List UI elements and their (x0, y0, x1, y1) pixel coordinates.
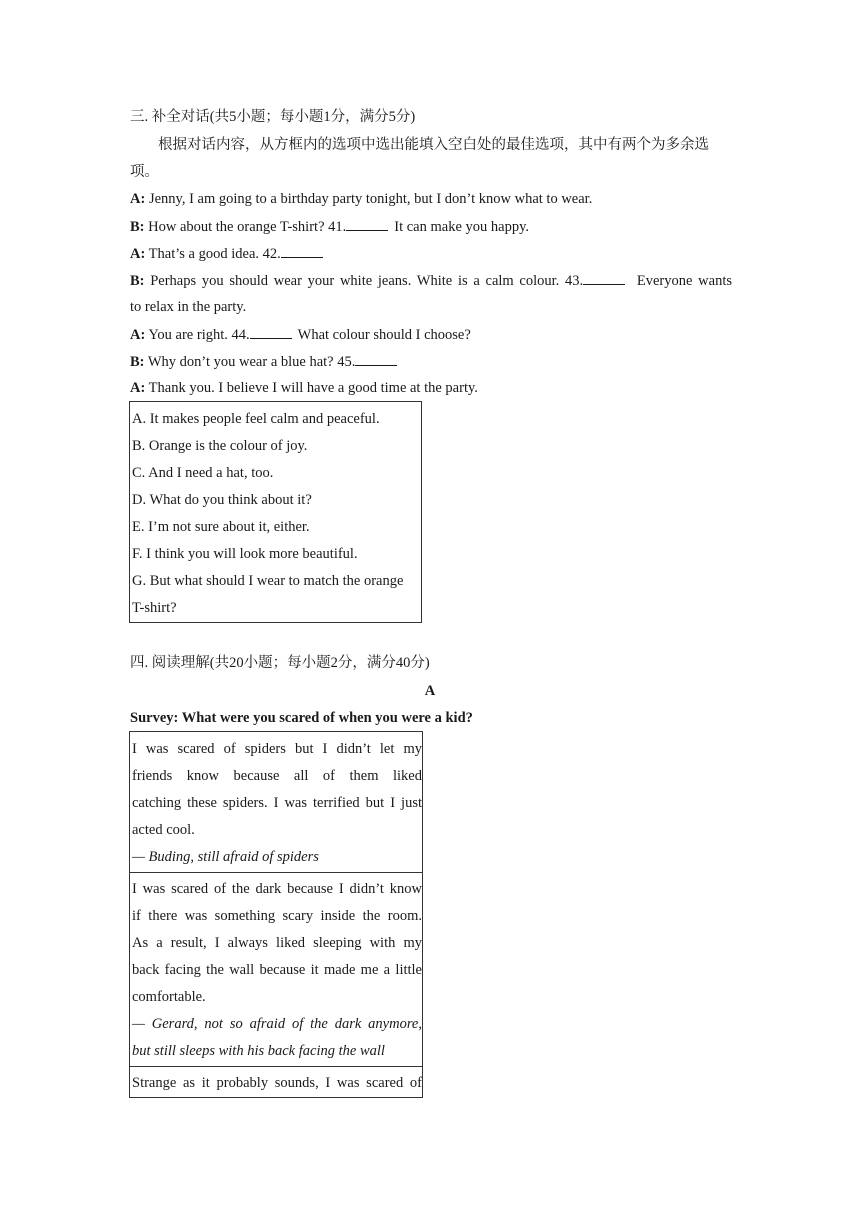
entry-signature: — Gerard, not so afraid of the dark anymore, (132, 1016, 422, 1032)
option-a: A. It makes people feel calm and peaceful. (132, 411, 380, 427)
entry-text-line: I was scared of spiders but I didn’t let my (132, 741, 422, 757)
answer-blank-44[interactable] (250, 325, 292, 339)
survey-entry-2 (130, 872, 422, 1066)
section3-instruction-line2: 项。 (130, 164, 159, 180)
speaker-label: A: (130, 327, 146, 343)
speaker-label: A: (130, 380, 146, 396)
dialogue-text: How about the orange T-shirt? 41. (144, 219, 347, 235)
dialogue-line-2 (130, 217, 732, 236)
passage-label: A (424, 683, 436, 699)
dialogue-text: Why don’t you wear a blue hat? 45. (144, 354, 356, 370)
dialogue-text: That’s a good idea. 42. (145, 246, 281, 262)
answer-blank-43[interactable] (583, 271, 625, 285)
speaker-label: A: (130, 246, 146, 262)
option-d: D. What do you think about it? (132, 492, 312, 508)
entry-text-line: back facing the wall because it made me a little (132, 962, 422, 978)
option-c: C. And I need a hat, too. (132, 465, 274, 481)
speaker-label: B: (130, 354, 145, 370)
option-e: E. I’m not sure about it, either. (132, 519, 310, 535)
survey-entry-3 (130, 1066, 422, 1097)
dialogue-line-3 (130, 244, 732, 263)
option-g-cont: T-shirt? (132, 600, 177, 616)
entry-text-line: As a result, I always liked sleeping with my (132, 935, 422, 951)
options-box (129, 401, 422, 623)
dialogue-line-7 (130, 379, 732, 397)
dialogue-line-4-cont: to relax in the party. (130, 299, 247, 315)
dialogue-text: Jenny, I am going to a birthday party tonight, but I don’t know what to wear. (145, 191, 593, 207)
dialogue-text: You are right. 44. (145, 327, 250, 343)
dialogue-line-5 (130, 325, 732, 344)
section3-heading: 三. 补全对话(共5小题；每小题1分，满分5分) (130, 109, 416, 125)
speaker-label: A: (130, 191, 146, 207)
option-g: G. But what should I wear to match the orange (132, 573, 404, 589)
entry-text-line: if there was something scary inside the room. (132, 908, 422, 924)
answer-blank-45[interactable] (355, 352, 397, 366)
survey-table (129, 731, 423, 1098)
survey-entry-1 (130, 732, 422, 872)
entry-text-line: Strange as it probably sounds, I was scared of (132, 1075, 422, 1091)
entry-text-line: comfortable. (132, 989, 206, 1005)
answer-blank-41[interactable] (346, 217, 388, 231)
speaker-label: B: (130, 273, 145, 289)
survey-title: Survey: What were you scared of when you were a kid? (130, 710, 473, 726)
dialogue-line-4 (130, 271, 732, 290)
entry-text-line: catching these spiders. I was terrified but I just (132, 795, 422, 811)
dialogue-line-1 (130, 190, 732, 208)
entry-signature: — Buding, still afraid of spiders (132, 849, 319, 865)
passage-label-row (130, 682, 730, 700)
section4-heading: 四. 阅读理解(共20小题；每小题2分，满分40分) (130, 655, 430, 671)
answer-blank-42[interactable] (281, 244, 323, 258)
option-f: F. I think you will look more beautiful. (132, 546, 358, 562)
dialogue-line-6 (130, 352, 732, 371)
speaker-label: B: (130, 219, 145, 235)
dialogue-text: Perhaps you should wear your white jeans. White is a calm colour. 43. (144, 273, 584, 289)
entry-text-line: acted cool. (132, 822, 195, 838)
entry-text-line: friends know because all of them liked (132, 768, 422, 784)
dialogue-text: Everyone wants (636, 273, 732, 289)
survey-title-row (130, 709, 732, 727)
entry-text-line: I was scared of the dark because I didn’t know (132, 881, 422, 897)
option-b: B. Orange is the colour of joy. (132, 438, 308, 454)
dialogue-text: What colour should I choose? (297, 327, 471, 343)
entry-signature: but still sleeps with his back facing the wall (132, 1043, 385, 1059)
dialogue-text: It can make you happy. (394, 219, 530, 235)
dialogue-text: Thank you. I believe I will have a good time at the party. (145, 380, 478, 396)
section3-instruction-line1: 根据对话内容，从方框内的选项中选出能填入空白处的最佳选项，其中有两个为多余选 (158, 137, 709, 153)
